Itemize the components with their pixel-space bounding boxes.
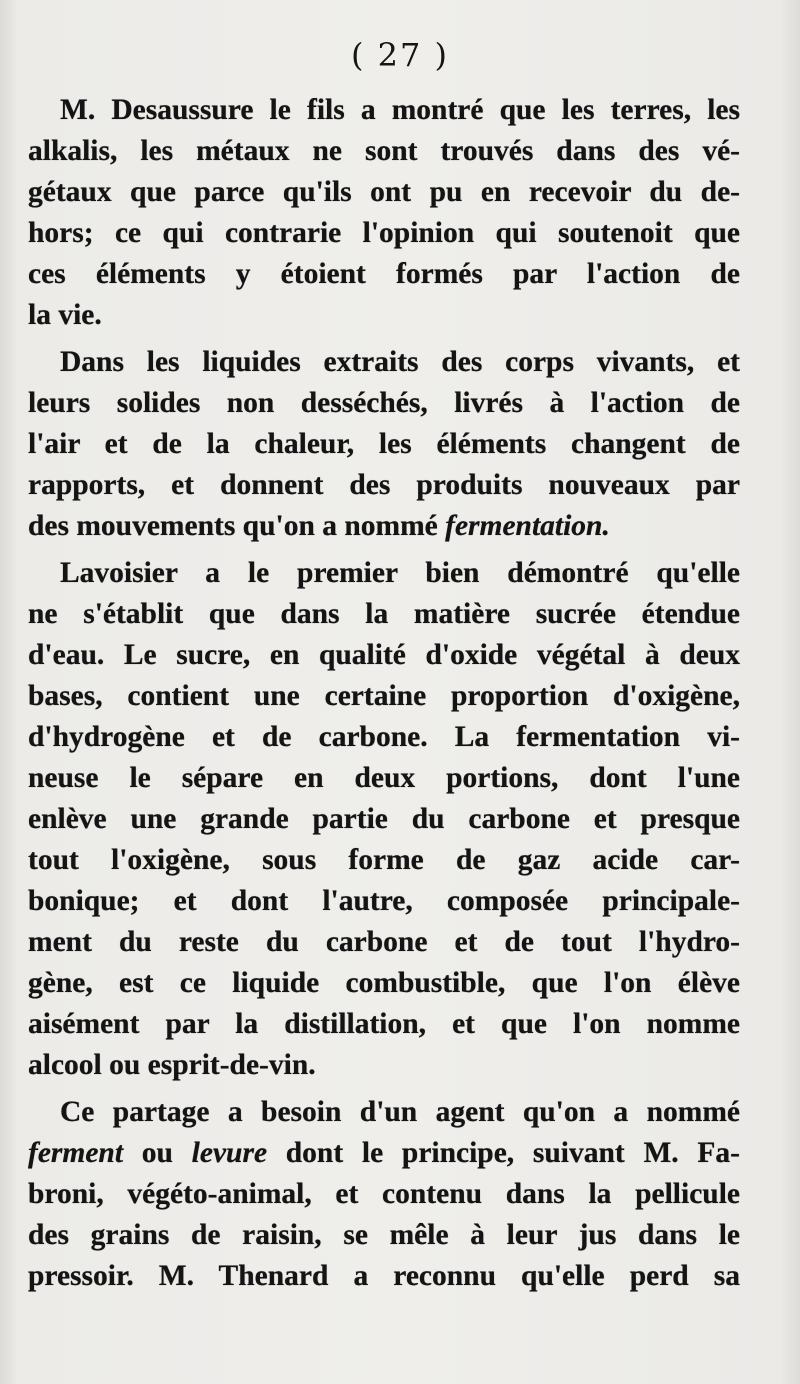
paragraph-3 [28, 553, 740, 1086]
text-line: ment du reste du carbone et de tout l'hydro- [28, 926, 740, 958]
text-line: l'air et de la chaleur, les éléments changent de [28, 428, 740, 460]
text-line: gène, est ce liquide combustible, que l'on élève [28, 967, 740, 999]
text-line: pressoir. M. Thenard a reconnu qu'elle perd sa [28, 1260, 740, 1292]
text-line: hors; ce qui contrarie l'opinion qui soutenoit que [28, 217, 740, 249]
text-line: tout l'oxigène, sous forme de gaz acide car- [28, 844, 740, 876]
text-line: bases, contient une certaine proportion d'oxigène, [28, 680, 740, 712]
text-line: alcool ou esprit-de-vin. [28, 1049, 316, 1081]
text-line: Ce partage a besoin d'un agent qu'on a nommé [60, 1096, 740, 1128]
text-line: des grains de raisin, se mêle à leur jus dans le [28, 1219, 740, 1251]
paragraph-4 [28, 1092, 740, 1297]
text-line: Lavoisier a le premier bien démontré qu'elle [60, 557, 740, 589]
text-segment: ou [123, 1137, 192, 1169]
text-line: aisément par la distillation, et que l'on nomme [28, 1008, 740, 1040]
text-line: d'hydrogène et de carbone. La fermentation vi- [28, 721, 740, 753]
page-number: ( 27 ) [350, 36, 450, 74]
text-line: ne s'établit que dans la matière sucrée étendue [28, 598, 740, 630]
text-line: enlève une grande partie du carbone et presque [28, 803, 740, 835]
text-line: leurs solides non desséchés, livrés à l'action de [28, 387, 740, 419]
paragraph-2 [28, 342, 740, 547]
text-segment: dont le principe, suivant M. Fa- [267, 1137, 740, 1169]
italic-term: fermentation. [445, 510, 610, 542]
text-line: alkalis, les métaux ne sont trouvés dans des vé- [28, 135, 740, 167]
text-line [28, 506, 740, 547]
italic-term: ferment [28, 1137, 124, 1169]
italic-term: levure [191, 1137, 268, 1169]
text-line: M. Desaussure le fils a montré que les terres, les [60, 94, 740, 126]
text-line: ces éléments y étoient formés par l'action de [28, 258, 740, 290]
text-line: Dans les liquides extraits des corps vivants, et [60, 346, 740, 378]
body-text [28, 90, 740, 1303]
text-line: d'eau. Le sucre, en qualité d'oxide végétal à deux [28, 639, 740, 671]
text-line: rapports, et donnent des produits nouveaux par [28, 469, 740, 501]
text-line: neuse le sépare en deux portions, dont l'une [28, 762, 740, 794]
text-line: gétaux que parce qu'ils ont pu en recevoir du de- [28, 176, 740, 208]
text-line: broni, végéto-animal, et contenu dans la pellicule [28, 1178, 740, 1210]
paragraph-1 [28, 90, 740, 336]
text-segment: des mouvements qu'on a nommé [28, 510, 438, 542]
text-line [28, 1133, 740, 1174]
text-line: la vie. [28, 299, 102, 331]
text-line: bonique; et dont l'autre, composée principale- [28, 885, 740, 917]
